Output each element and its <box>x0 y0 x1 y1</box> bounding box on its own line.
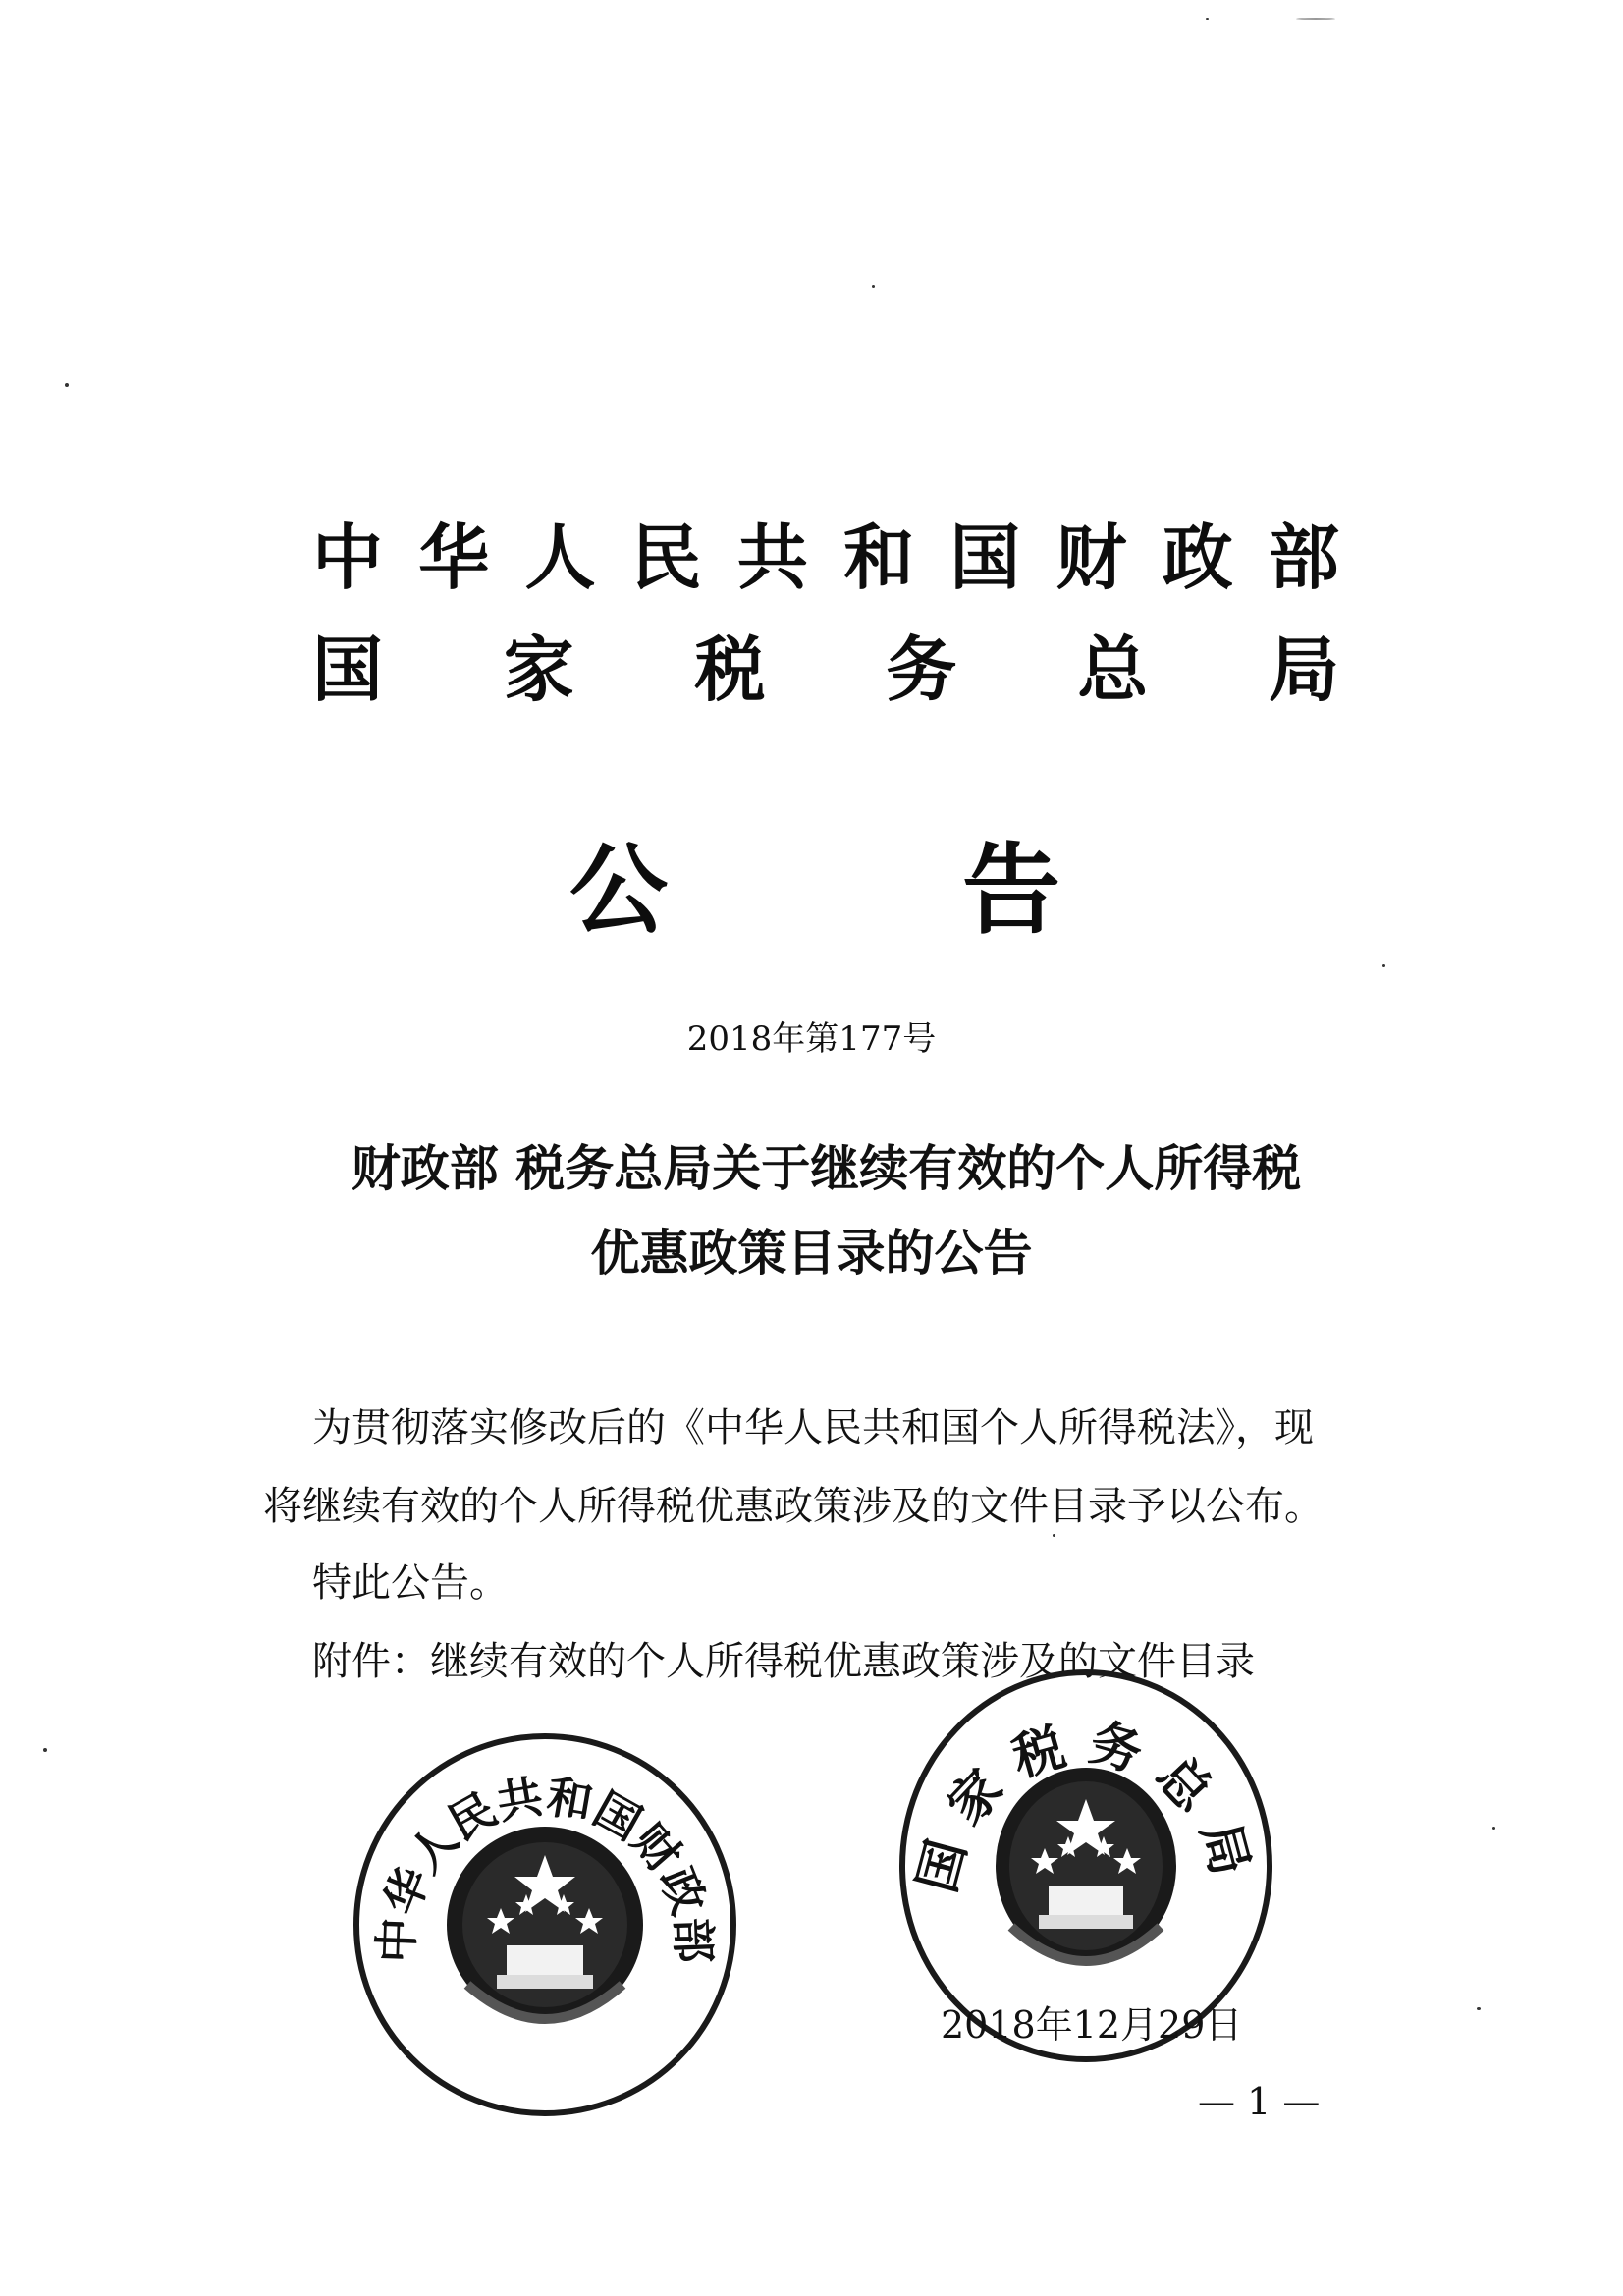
body-paragraph-1-line-2: 将继续有效的个人所得税优惠政策涉及的文件目录予以公布。 <box>263 1484 1324 1529</box>
issuer-char: 财 <box>1055 517 1127 599</box>
body-paragraph-1-line-1: 为贯彻落实修改后的《中华人民共和国个人所得税法》，现 <box>312 1405 1314 1450</box>
issuer-char: 部 <box>1268 517 1339 599</box>
seal-ring-text <box>359 1739 730 2110</box>
doc-type-char: 公 <box>569 833 668 948</box>
page-number: — 1 — <box>1198 2080 1321 2123</box>
issuer-char: 国 <box>312 629 384 711</box>
issuer-char: 务 <box>886 629 957 711</box>
attachment-line: 附件：继续有效的个人所得税优惠政策涉及的文件目录 <box>312 1639 1255 1684</box>
scan-speck <box>1477 2007 1481 2010</box>
issuer-char: 中 <box>312 517 384 599</box>
issuer-char: 和 <box>843 517 915 599</box>
issuer-char: 总 <box>1077 629 1149 711</box>
scan-speck <box>65 383 69 387</box>
issuer-char: 局 <box>1268 629 1339 711</box>
scan-speck <box>1492 1827 1495 1830</box>
issuer-char: 国 <box>949 517 1021 599</box>
svg-text:国家税务总局: 国家税务总局 <box>907 1713 1265 1899</box>
issuer-char: 共 <box>736 517 808 599</box>
svg-text:中华人民共和国财政部: 中华人民共和国财政部 <box>369 1769 721 1964</box>
issuer-char: 民 <box>630 517 702 599</box>
issuer-char: 政 <box>1162 517 1233 599</box>
issuer-line-1 <box>312 519 1339 597</box>
document-type <box>569 833 1060 948</box>
issuer-char: 人 <box>524 517 596 599</box>
scan-speck <box>1296 18 1335 20</box>
document-title-line-2: 优惠政策目录的公告 <box>590 1225 1033 1282</box>
scan-speck <box>43 1748 47 1752</box>
issuer-char: 家 <box>503 629 574 711</box>
document-title-line-1: 财政部 税务总局关于继续有效的个人所得税 <box>351 1140 1302 1197</box>
body-closing: 特此公告。 <box>312 1560 509 1606</box>
issuer-line-2 <box>312 630 1339 709</box>
scan-speck <box>1053 1534 1055 1537</box>
scan-speck <box>872 285 875 288</box>
document-number: 2018年第177号 <box>686 1019 937 1059</box>
issuer-char: 税 <box>694 629 766 711</box>
seal-ring-text <box>905 1675 1267 2056</box>
scan-speck <box>1382 964 1385 967</box>
scan-speck <box>1206 18 1209 20</box>
doc-type-char: 告 <box>962 833 1060 948</box>
finance-ministry-seal <box>353 1733 736 2116</box>
signature-date: 2018年12月29日 <box>941 2003 1243 2047</box>
issuer-char: 华 <box>418 517 490 599</box>
